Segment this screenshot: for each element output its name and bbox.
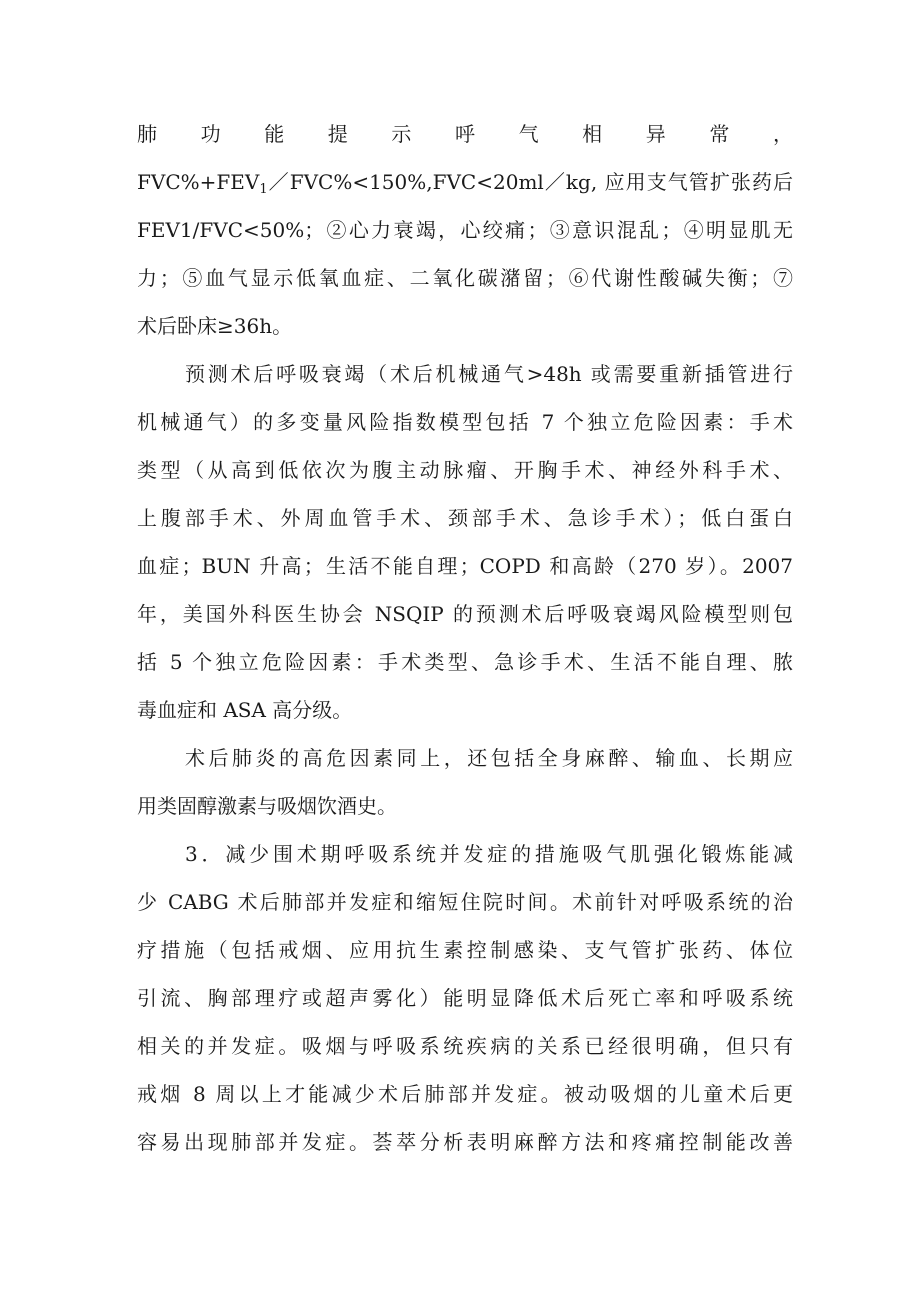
paragraph-4-line: 相关的并发症。吸烟与呼吸系统疾病的关系已经很明确，但只有 xyxy=(137,1034,793,1058)
char: 提 xyxy=(327,122,348,146)
paragraph-4-line: 容易出现肺部并发症。荟萃分析表明麻醉方法和疼痛控制能改善 xyxy=(137,1130,793,1154)
paragraph-2-line: 毒血症和 ASA 高分级。 xyxy=(137,698,353,722)
paragraph-1-line-5: 术后卧床≥36h。 xyxy=(137,314,293,338)
paragraph-2-line: 血症；BUN 升高；生活不能自理；COPD 和高龄（270 岁）。2007 xyxy=(137,554,793,578)
paragraph-2-line: 上腹部手术、外周血管手术、颈部手术、急诊手术）；低白蛋白 xyxy=(137,506,793,530)
char: 气 xyxy=(518,122,539,146)
paragraph-2-line: 括 5 个独立危险因素：手术类型、急诊手术、生活不能自理、脓 xyxy=(137,650,793,674)
paragraph-3-line: 术后肺炎的高危因素同上，还包括全身麻醉、输血、长期应 xyxy=(185,746,793,770)
char: 呼 xyxy=(454,122,475,146)
paragraph-4-line: 引流、胸部理疗或超声雾化）能明显降低术后死亡率和呼吸系统 xyxy=(137,986,793,1010)
char: 肺 xyxy=(137,122,157,146)
paragraph-3-line: 用类固醇激素与吸烟饮酒史。 xyxy=(137,794,397,818)
paragraph-4-line: 少 CABG 术后肺部并发症和缩短住院时间。术前针对呼吸系统的治 xyxy=(137,890,793,914)
char: 异 xyxy=(645,122,666,146)
document-page xyxy=(137,110,793,1166)
char: 常 xyxy=(709,122,730,146)
paragraph-2-line: 预测术后呼吸衰竭（术后机械通气>48h 或需要重新插管进行 xyxy=(185,362,793,386)
char: 相 xyxy=(582,122,603,146)
paragraph-4-line: 戒烟 8 周以上才能减少术后肺部并发症。被动吸烟的儿童术后更 xyxy=(137,1082,793,1106)
char: 功 xyxy=(200,122,221,146)
paragraph-1-line-1 xyxy=(137,110,793,158)
char: ， xyxy=(772,122,793,146)
subscript: 1 xyxy=(259,182,268,197)
paragraph-1-line-3: FEV1/FVC<50%；②心力衰竭，心绞痛；③意识混乱；④明显肌无 xyxy=(137,218,793,242)
char: 示 xyxy=(391,122,412,146)
paragraph-4-line: 疗措施（包括戒烟、应用抗生素控制感染、支气管扩张药、体位 xyxy=(137,938,793,962)
paragraph-2-line: 机械通气）的多变量风险指数模型包括 7 个独立危险因素：手术 xyxy=(137,410,793,434)
char: 能 xyxy=(264,122,285,146)
paragraph-4-line: 3．减少围术期呼吸系统并发症的措施吸气肌强化锻炼能减 xyxy=(185,842,793,866)
paragraph-1-line-2: $FVC\%+FEV_1/FVC\%<150\%,FVC<20ml/kg$, 应用支气管扩张药后 xyxy=(137,170,793,197)
paragraph-1-line-4: 力；⑤血气显示低氧血症、二氧化碳潴留；⑥代谢性酸碱失衡；⑦ xyxy=(137,266,793,290)
paragraph-2-line: 类型（从高到低依次为腹主动脉瘤、开胸手术、神经外科手术、 xyxy=(137,458,793,482)
paragraph-2-line: 年，美国外科医生协会 NSQIP 的预测术后呼吸衰竭风险模型则包 xyxy=(137,602,793,626)
